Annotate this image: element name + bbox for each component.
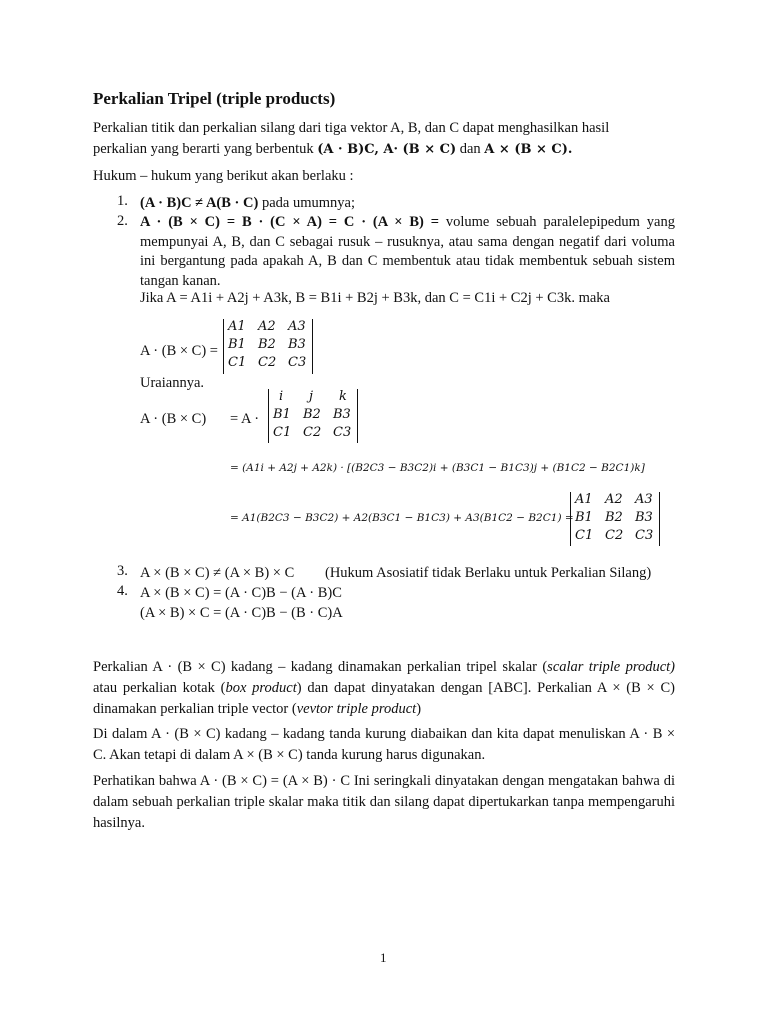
law-4a: A × (B × C) = (A · C)B − (A · B)C — [140, 585, 342, 601]
item-number: 4. — [117, 583, 128, 599]
intro-line-1: Perkalian titik dan perkalian silang dari tiga vektor A, B, dan C dapat menghasilkan hasil — [93, 120, 610, 136]
determinant-1: A1 A2 A3 B1 B2 B3 C1 C2 C3 — [223, 319, 313, 374]
page-title: Perkalian Tripel (triple products) — [93, 89, 336, 108]
item-number: 1. — [117, 193, 128, 209]
hukum-intro: Hukum – hukum yang berikut akan berlaku : — [93, 168, 354, 184]
law-3-note: (Hukum Asosiatif tidak Berlaku untuk Perkalian Silang) — [325, 565, 652, 581]
page-number: 1 — [380, 950, 387, 965]
expansion-2: = A1(B2C3 − B3C2) + A2(B3C1 − B1C3) + A3(B1C2 − B2C1) = — [230, 512, 574, 524]
uraian-label: Uraiannya. — [140, 375, 205, 391]
expansion-1: = (A1i + A2j + A2k) · [(B2C3 − B3C2)i + (B3C1 − B1C3)j + (B1C2 − B2C1)k] — [230, 462, 645, 474]
jika-line: Jika A = A1i + A2j + A3k, B = B1i + B2j + B3k, dan C = C1i + C2j + C3k. maka — [140, 290, 610, 306]
uraian-eq: = A · — [230, 411, 260, 427]
determinant-3: A1 A2 A3 B1 B2 B3 C1 C2 C3 — [570, 492, 660, 546]
law-2: A · (B × C) = B · (C × A) = C · (A × B) = volume sebuah paralelepipedum yang mempunyai A, B, dan C sebagai rusuk – rusuknya, atau sama dengan negatif dari voluma ini bergantung pada apakah A, B dan C membentuk atau tidak membentuk sebuah sistem tangan kanan. — [140, 214, 675, 289]
paragraph-1: Perkalian A · (B × C) kadang – kadang dinamakan perkalian tripel skalar (scalar triple product) atau perkalian kotak (box product) dan dapat dinyatakan dengan [ABC]. Perkalian A × (B × C) dinamakan perkalian triple vector (vevtor triple product) — [93, 659, 675, 717]
intro-line-2: perkalian yang berarti yang berbentuk (A · B)C, A· (B × C) dan A × (B × C). — [93, 141, 573, 157]
paragraph-3: Perhatikan bahwa A · (B × C) = (A × B) · C Ini seringkali dinyatakan dengan mengatakan bahwa di dalam sebuah perkalian triple skalar maka titik dan silang dapat dipertukarkan tanpa mempengaruhi hasilnya. — [93, 773, 675, 831]
item-number: 2. — [117, 213, 128, 229]
law-3: A × (B × C) ≠ (A × B) × C — [140, 565, 295, 581]
paragraph-2: Di dalam A · (B × C) kadang – kadang tanda kurung diabaikan dan kita dapat menuliskan A · B × C. Akan tetapi di dalam A × (B × C) tanda kurung harus digunakan. — [93, 726, 675, 763]
item-number: 3. — [117, 563, 128, 579]
determinant-2: i j k B1 B2 B3 C1 C2 C3 — [268, 389, 358, 443]
uraian-lhs: A · (B × C) — [140, 411, 207, 427]
det-label: A · (B × C) = — [140, 343, 218, 359]
law-4b: (A × B) × C = (A · C)B − (B · C)A — [140, 605, 343, 621]
law-1: (A · B)C ≠ A(B · C) pada umumnya; — [140, 195, 355, 211]
